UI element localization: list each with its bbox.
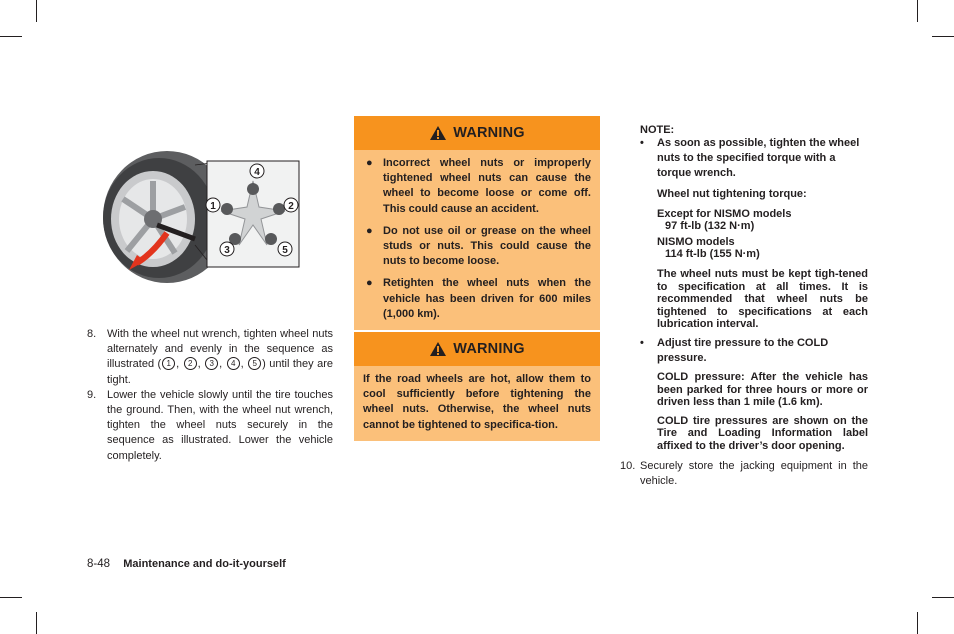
note-title: NOTE:	[640, 124, 675, 136]
callout-5: 5	[282, 245, 288, 256]
crop-mark	[0, 36, 22, 37]
callout-4: 4	[254, 167, 260, 178]
circled-number: 5	[248, 357, 261, 370]
callout-2: 2	[288, 201, 294, 212]
warning-text: If the road wheels are hot, allow them to cool sufficiently before tightening the wheel nuts. Otherwise, the wheel nuts cannot be tightened to specifica-tion.	[363, 373, 591, 431]
warning-item	[363, 276, 591, 322]
step-text: Lower the vehicle slowly until the tire touches the ground. Then, with the wheel nut wrench, tighten the wheel nuts securely in the sequence as illustrated. Lower the vehicle completely.	[107, 388, 333, 462]
step-number: 8.	[87, 328, 97, 340]
warning-header	[354, 116, 600, 150]
bullet: •	[640, 337, 644, 350]
note-section	[620, 124, 868, 489]
circled-number: 4	[227, 357, 240, 370]
warning-item-text: Do not use oil or grease on the wheel studs or nuts. This could cause the nuts to become loose.	[383, 224, 591, 268]
step-number: 9.	[87, 388, 97, 401]
note-item-text: As soon as possible, tighten the wheel nuts to the specified torque with a torque wrench.	[657, 137, 860, 180]
warning-title: WARNING	[453, 125, 525, 141]
steps-left	[87, 327, 333, 464]
warning-icon	[429, 341, 447, 357]
warning-box	[354, 116, 600, 330]
bullet: ●	[366, 277, 373, 290]
warning-title: WARNING	[453, 341, 525, 357]
step-9	[87, 388, 333, 464]
bullet: ●	[366, 157, 373, 169]
callout-1: 1	[210, 201, 216, 212]
page-footer	[87, 558, 286, 570]
section-title: Maintenance and do-it-yourself	[123, 558, 286, 570]
except-nismo-value: 97 ft-lb (132 N·m)	[665, 220, 755, 233]
crop-mark	[36, 0, 37, 22]
cold-pressure-text: COLD pressure: After the vehicle has been parked for three hours or more or driven less than 1 mile (1.6 km).	[657, 371, 868, 409]
crop-mark	[932, 36, 954, 37]
step-text: With the wheel nut wrench, tighten wheel nuts alternately and evenly in the sequence as illustrated (	[107, 328, 333, 371]
step-8: 8. With the wheel nut wrench, tighten wheel nuts alternately and evenly in the sequence as illustrated ( 1 , 2 , 3 , 4 , 5 ) until they are tight.	[87, 328, 333, 386]
torque-title: Wheel nut tightening torque:	[657, 188, 807, 201]
nismo-label: NISMO models	[657, 235, 735, 248]
warning-body	[354, 366, 600, 441]
step-text: ) until they are tight.	[107, 358, 333, 386]
circled-number: 1	[162, 357, 175, 370]
warning-header	[354, 332, 600, 366]
circled-number: 2	[184, 357, 197, 370]
warning-box-hot-wheels	[354, 332, 600, 441]
note-item-pressure	[620, 336, 868, 366]
crop-mark	[0, 597, 22, 598]
warning-item-text: Incorrect wheel nuts or improperly tightened wheel nuts can cause the wheel to become loose or come off. This could cause an accident.	[383, 157, 591, 215]
warning-item	[363, 156, 591, 217]
warning-item	[363, 224, 591, 270]
bullet: •	[640, 137, 644, 150]
kept-tightened-text: The wheel nuts must be kept tigh-tened to specification at all times. It is recommended that wheel nuts be tightened to specifications at each lubrication interval.	[657, 268, 868, 331]
crop-mark	[36, 612, 37, 634]
bullet: ●	[366, 224, 373, 237]
circled-number: 3	[205, 357, 218, 370]
step-10	[620, 459, 868, 489]
warning-body	[354, 150, 600, 330]
except-nismo-label: Except for NISMO models	[657, 207, 792, 220]
warning-item-text: Retighten the wheel nuts when the vehicle has been driven for 600 miles (1,000 km).	[383, 277, 591, 320]
note-item-text: Adjust tire pressure to the COLD pressure.	[657, 337, 829, 365]
page-number: 8-48	[87, 558, 111, 570]
step-number: 10.	[620, 459, 636, 472]
wheel-nut-illustration	[87, 115, 333, 303]
crop-mark	[917, 0, 918, 22]
crop-mark	[917, 612, 918, 634]
cold-label-text: COLD tire pressures are shown on the Tire and Loading Information label affixed to the driver’s door opening.	[657, 414, 868, 452]
note-item-torque	[620, 136, 868, 181]
nismo-value: 114 ft-lb (155 N·m)	[665, 248, 760, 261]
warning-icon	[429, 125, 447, 141]
crop-mark	[932, 597, 954, 598]
step-text: Securely store the jacking equipment in the vehicle.	[640, 459, 868, 488]
callout-3: 3	[224, 245, 230, 256]
